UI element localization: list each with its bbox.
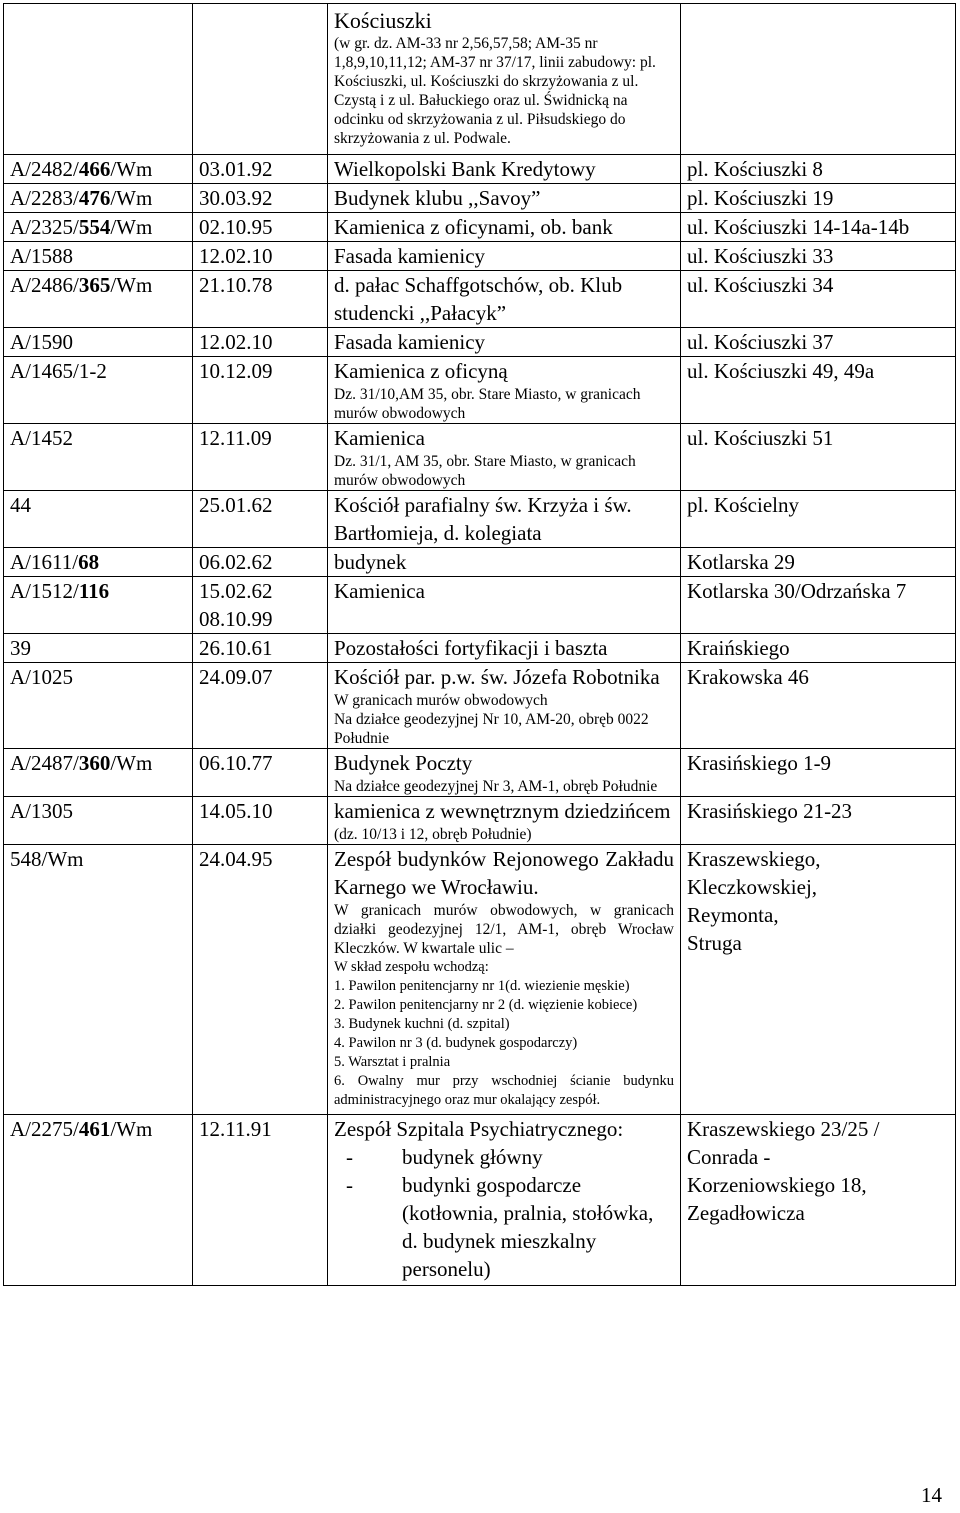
entry-date: 10.12.09 <box>199 359 273 383</box>
address-cell <box>681 749 956 797</box>
address-cell <box>681 491 956 548</box>
table-row <box>4 184 956 213</box>
entry-date: 15.02.62 <box>199 579 273 603</box>
object-note: Na działce geodezyjnej Nr 3, AM-1, obręb Południe <box>334 778 658 795</box>
date-cell <box>193 155 328 184</box>
address: pl. Kościuszki 19 <box>687 186 834 210</box>
register-number-cell <box>4 271 193 328</box>
register-table <box>3 3 956 1286</box>
date-cell <box>193 548 328 577</box>
register-number-bold: 116 <box>78 579 110 603</box>
address-cell <box>681 357 956 424</box>
register-prefix: A/2482/ <box>10 157 79 181</box>
address-cell <box>681 663 956 749</box>
object-cell <box>328 357 681 424</box>
address-line: Korzeniowskiego 18, <box>687 1173 867 1197</box>
object-name: Kamienica z oficynami, ob. bank <box>334 215 613 239</box>
entry-date: 14.05.10 <box>199 799 273 823</box>
register-number-bold: 476 <box>78 186 111 210</box>
date-cell <box>193 1115 328 1286</box>
register-prefix: A/2487/ <box>10 751 79 775</box>
address-cell <box>681 634 956 663</box>
address-cell <box>681 577 956 634</box>
table-row <box>4 1115 956 1286</box>
complex-list-heading: W skład zespołu wchodzą: <box>334 959 489 975</box>
object-cell <box>328 845 681 1115</box>
address-line: Conrada - <box>687 1145 771 1169</box>
dash-marker: - <box>346 1145 353 1169</box>
date-cell <box>193 424 328 491</box>
object-cell <box>328 548 681 577</box>
object-cell <box>328 271 681 328</box>
address: ul. Kościuszki 33 <box>687 244 834 268</box>
register-prefix: A/1512/ <box>10 579 79 603</box>
table-row <box>4 749 956 797</box>
date-cell <box>193 213 328 242</box>
object-name: Kamienica <box>334 579 425 603</box>
address: Krasińskiego 1-9 <box>687 751 832 775</box>
date-cell <box>193 577 328 634</box>
table-row <box>4 271 956 328</box>
register-number-cell <box>4 749 193 797</box>
register-suffix: /Wm <box>110 186 153 210</box>
address-line: Kraszewskiego, <box>687 847 821 871</box>
object-name: Zespół Szpitala Psychiatrycznego: <box>334 1117 624 1141</box>
address-line: Struga <box>687 931 742 955</box>
object-name: Kamienica z oficyną <box>334 359 508 383</box>
table-row <box>4 357 956 424</box>
object-cell <box>328 663 681 749</box>
address: pl. Kościuszki 8 <box>687 157 823 181</box>
object-cell <box>328 749 681 797</box>
entry-date: 12.11.91 <box>199 1117 272 1141</box>
object-note: Dz. 31/10,AM 35, obr. Stare Miasto, w granicach murów obwodowych <box>334 386 641 422</box>
object-cell <box>328 242 681 271</box>
entry-date: 12.02.10 <box>199 244 273 268</box>
object-name: Fasada kamienicy <box>334 244 486 268</box>
page-number: 14 <box>921 1483 942 1507</box>
address: Krasińskiego 21-23 <box>687 799 853 823</box>
register-number: A/1452 <box>10 426 73 450</box>
address: Krakowska 46 <box>687 665 809 689</box>
register-prefix: A/2486/ <box>10 273 79 297</box>
object-cell <box>328 491 681 548</box>
entry-date: 02.10.95 <box>199 215 273 239</box>
date-cell <box>193 271 328 328</box>
entry-date: 03.01.92 <box>199 157 273 181</box>
table-row <box>4 328 956 357</box>
table-row <box>4 577 956 634</box>
object-note: Dz. 31/1, AM 35, obr. Stare Miasto, w granicach murów obwodowych <box>334 453 636 489</box>
date-cell <box>193 845 328 1115</box>
entry-date: 30.03.92 <box>199 186 273 210</box>
table-row <box>4 242 956 271</box>
register-number: A/1590 <box>10 330 73 354</box>
table-row <box>4 634 956 663</box>
register-suffix: /Wm <box>110 157 153 181</box>
address-cell <box>681 242 956 271</box>
table-row <box>4 797 956 845</box>
date-cell <box>193 797 328 845</box>
register-number-bold: 461 <box>78 1117 111 1141</box>
object-name: d. pałac Schaffgotschów, ob. Klub studencki ,,Pałacyk” <box>334 273 623 325</box>
address-line: Kraszewskiego 23/25 / <box>687 1117 880 1141</box>
register-number-cell <box>4 242 193 271</box>
entry-date-2: 08.10.99 <box>199 607 273 631</box>
object-name: budynek <box>334 550 407 574</box>
entry-date: 21.10.78 <box>199 273 273 297</box>
dash-item-text: budynki gospodarcze (kotłownia, pralnia, stołówka, d. budynek mieszkalny personelu) <box>402 1173 654 1281</box>
register-number-bold: 68 <box>78 550 100 574</box>
date-cell <box>193 663 328 749</box>
register-number-cell <box>4 424 193 491</box>
header-row <box>4 4 956 155</box>
register-prefix: A/1611/ <box>10 550 79 574</box>
register-number-cell <box>4 797 193 845</box>
register-number-cell <box>4 491 193 548</box>
address: ul. Kościuszki 14-14a-14b <box>687 215 910 239</box>
object-cell <box>328 577 681 634</box>
address: Kotlarska 29 <box>687 550 795 574</box>
register-number-cell <box>4 184 193 213</box>
object-cell <box>328 213 681 242</box>
address: ul. Kościuszki 51 <box>687 426 834 450</box>
dash-item <box>334 1143 674 1171</box>
address-line: Zegadłowicza <box>687 1201 805 1225</box>
register-number: 548/Wm <box>10 847 84 871</box>
table-row <box>4 491 956 548</box>
address-cell <box>681 155 956 184</box>
object-cell <box>328 328 681 357</box>
date-cell <box>193 749 328 797</box>
address-cell <box>681 1115 956 1286</box>
table-row <box>4 548 956 577</box>
object-name: Zespół budynków Rejonowego Zakładu Karnego we Wrocławiu. <box>334 847 674 899</box>
register-number-cell <box>4 548 193 577</box>
object-cell <box>328 634 681 663</box>
register-prefix: A/2283/ <box>10 186 79 210</box>
register-number-cell <box>4 155 193 184</box>
register-number-bold: 466 <box>78 157 111 181</box>
dash-item <box>334 1171 674 1283</box>
register-number-bold: 360 <box>78 751 111 775</box>
object-name: Kościół parafialny św. Krzyża i św. Bartłomieja, d. kolegiata <box>334 493 632 545</box>
address: ul. Kościuszki 37 <box>687 330 834 354</box>
register-number: 44 <box>10 493 31 517</box>
register-number-cell <box>4 357 193 424</box>
address: Kraińskiego <box>687 636 790 660</box>
address-cell <box>681 845 956 1115</box>
register-number: 39 <box>10 636 31 660</box>
register-suffix: /Wm <box>110 1117 153 1141</box>
object-cell <box>328 424 681 491</box>
complex-list-item: 4. Pawilon nr 3 (d. budynek gospodarczy) <box>334 1035 578 1051</box>
address: ul. Kościuszki 49, 49a <box>687 359 875 383</box>
register-number-cell <box>4 213 193 242</box>
entry-date: 24.09.07 <box>199 665 273 689</box>
date-cell <box>193 357 328 424</box>
register-number: A/1025 <box>10 665 73 689</box>
object-note: W granicach murów obwodowych, w granicach działki geodezyjnej 12/1, AM-1, obręb Wrocław Kleczków. W kwartale ulic – <box>334 902 674 957</box>
date-cell <box>193 491 328 548</box>
register-number: A/1588 <box>10 244 73 268</box>
entry-date: 06.02.62 <box>199 550 273 574</box>
date-cell <box>193 184 328 213</box>
register-prefix: A/2275/ <box>10 1117 79 1141</box>
street-heading: Kościuszki <box>334 8 432 33</box>
address-line: Kleczkowskiej, <box>687 875 818 899</box>
object-name: Budynek Poczty <box>334 751 473 775</box>
address-cell <box>681 797 956 845</box>
date-cell <box>193 634 328 663</box>
register-number-cell <box>4 663 193 749</box>
date-cell <box>193 328 328 357</box>
entry-date: 06.10.77 <box>199 751 273 775</box>
complex-list-item: 2. Pawilon penitencjarny nr 2 (d. więzienie kobiece) <box>334 997 638 1013</box>
object-cell <box>328 155 681 184</box>
dash-item-text: budynek główny <box>402 1145 543 1169</box>
entry-date: 25.01.62 <box>199 493 273 517</box>
object-name: kamienica z wewnętrznym dziedzińcem <box>334 799 671 823</box>
register-suffix: /Wm <box>110 215 153 239</box>
object-note: W granicach murów obwodowych Na działce geodezyjnej Nr 10, AM-20, obręb 0022 Południe <box>334 692 649 747</box>
entry-date: 12.11.09 <box>199 426 272 450</box>
address-cell <box>681 271 956 328</box>
object-name: Fasada kamienicy <box>334 330 486 354</box>
table-row <box>4 155 956 184</box>
object-cell <box>328 184 681 213</box>
object-name: Kamienica <box>334 426 425 450</box>
address-cell <box>681 213 956 242</box>
complex-list-item: 1. Pawilon penitencjarny nr 1(d. wiezienie męskie) <box>334 978 630 994</box>
table-row <box>4 845 956 1115</box>
register-number-bold: 554 <box>78 215 111 239</box>
address-cell <box>681 424 956 491</box>
entry-date: 24.04.95 <box>199 847 273 871</box>
register-number-cell <box>4 328 193 357</box>
register-number: A/1465/1-2 <box>10 359 107 383</box>
table-row <box>4 663 956 749</box>
dash-marker: - <box>346 1173 353 1197</box>
object-cell <box>328 797 681 845</box>
complex-list-item: 6. Owalny mur przy wschodniej ścianie budynku administracyjnego oraz mur okalający zespół. <box>334 1073 674 1108</box>
object-name: Kościół par. p.w. św. Józefa Robotnika <box>334 665 660 689</box>
object-name: Pozostałości fortyfikacji i baszta <box>334 636 608 660</box>
date-cell <box>193 242 328 271</box>
object-cell <box>328 1115 681 1286</box>
register-suffix: /Wm <box>110 273 153 297</box>
register-number-cell <box>4 577 193 634</box>
register-number: A/1305 <box>10 799 73 823</box>
register-suffix: /Wm <box>110 751 153 775</box>
complex-list-item: 5. Warsztat i pralnia <box>334 1054 451 1070</box>
table-row <box>4 424 956 491</box>
address: Kotlarska 30/Odrzańska 7 <box>687 579 907 603</box>
street-scope-note: (w gr. dz. AM-33 nr 2,56,57,58; AM-35 nr 1,8,9,10,11,12; AM-37 nr 37/17, linii zabudowy: pl. Kościuszki, ul. Kościuszki do skrzyżowania z ul. Czystą i z ul. Bałuckiego oraz ul. Świdnicką na odcinku od skrzyżowania z ul. Piłsudskiego do skrzyżowania z ul. Podwale. <box>334 35 656 147</box>
register-number-bold: 365 <box>78 273 111 297</box>
object-note: (dz. 10/13 i 12, obręb Południe) <box>334 826 532 843</box>
object-name: Wielkopolski Bank Kredytowy <box>334 157 596 181</box>
table-row <box>4 213 956 242</box>
register-prefix: A/2325/ <box>10 215 79 239</box>
address-cell <box>681 328 956 357</box>
register-number-cell <box>4 845 193 1115</box>
object-name: Budynek klubu ,,Savoy” <box>334 186 541 210</box>
address-cell <box>681 184 956 213</box>
entry-date: 26.10.61 <box>199 636 273 660</box>
entry-date: 12.02.10 <box>199 330 273 354</box>
register-number-cell <box>4 634 193 663</box>
register-number-cell <box>4 1115 193 1286</box>
address: pl. Kościelny <box>687 493 799 517</box>
address-line: Reymonta, <box>687 903 779 927</box>
address: ul. Kościuszki 34 <box>687 273 834 297</box>
address-cell <box>681 548 956 577</box>
complex-list-item: 3. Budynek kuchni (d. szpital) <box>334 1016 510 1032</box>
